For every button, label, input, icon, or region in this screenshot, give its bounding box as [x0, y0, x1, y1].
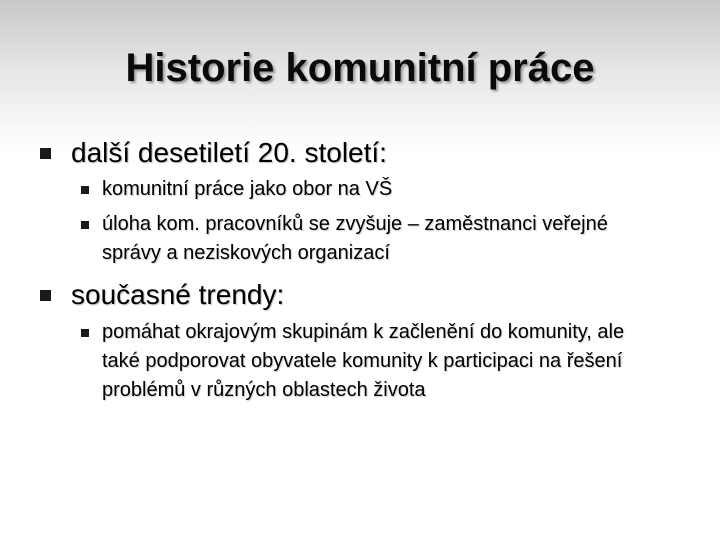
square-bullet-icon — [81, 221, 89, 229]
square-bullet-icon — [40, 290, 51, 301]
sub-bullet-item-text: pomáhat okrajovým skupinám k začlenění do komunity, ale také podporovat obyvatele komunity k participaci na řešení problémů v různých oblastech života — [102, 321, 625, 401]
slide-title: Historie komunitní práce — [125, 46, 595, 90]
square-bullet-icon — [81, 329, 89, 337]
bullet-item-text: další desetiletí 20. století: — [71, 137, 387, 168]
bullet-item-text: současné trendy: — [71, 279, 285, 310]
sub-bullet-item-text: komunitní práce jako obor na VŠ — [102, 178, 393, 200]
sub-bullet-item-text: úloha kom. pracovníků se zvyšuje – zaměstnanci veřejné správy a neziskových organizací — [102, 213, 608, 264]
square-bullet-icon — [81, 186, 89, 194]
square-bullet-icon — [40, 148, 51, 159]
